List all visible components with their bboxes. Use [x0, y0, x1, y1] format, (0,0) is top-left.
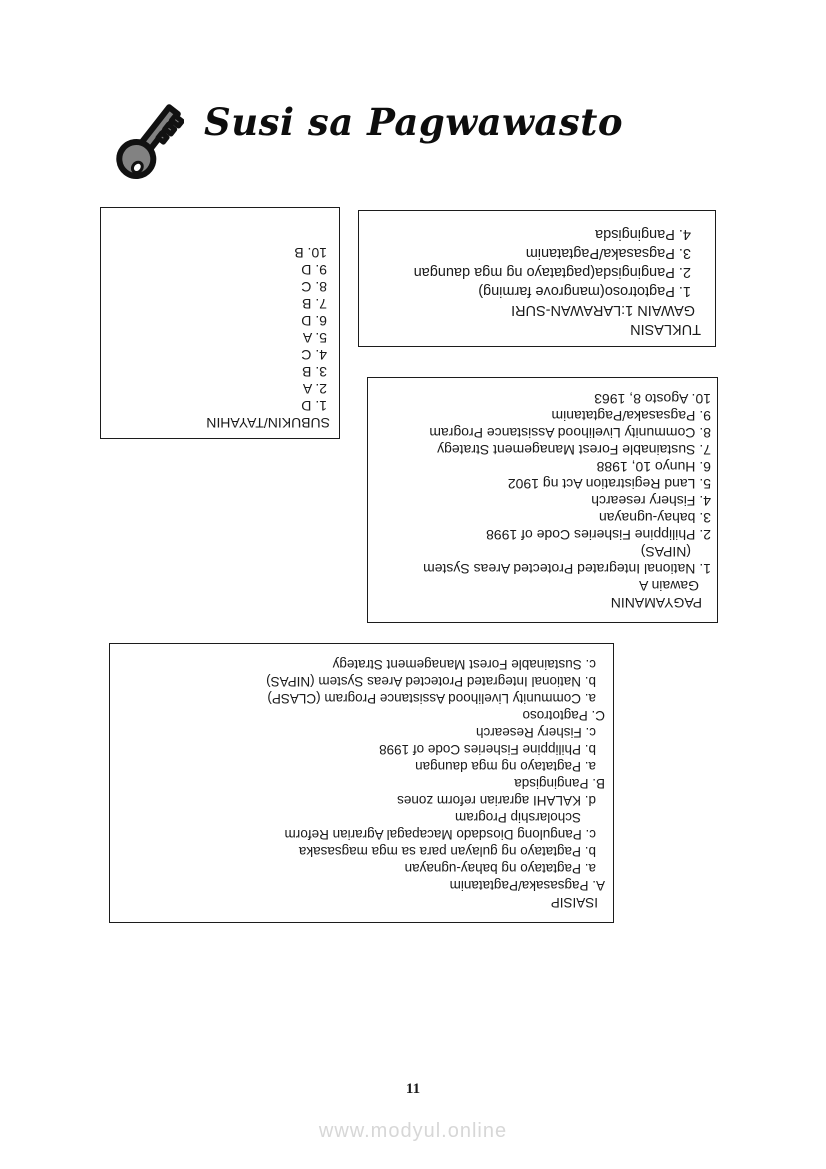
answer-line: C. Pagtotroso [522, 708, 605, 723]
answer-line: 4. Pangingisda [595, 226, 691, 242]
answer-box-pagyamanin [367, 377, 718, 623]
answer-line: (NIPAS) [640, 544, 691, 560]
answer-line: TUKLASIN [630, 321, 701, 337]
answer-line: 10. Agosto 8, 1963 [594, 391, 711, 407]
answer-line: 2. Philippine Fisheries Code of 1998 [486, 527, 711, 543]
answer-box-subukin-tayahin [100, 207, 340, 439]
answer-line: B. Pangingisda [514, 776, 605, 791]
answer-line: 8. C [301, 279, 327, 295]
answer-line: c. Fishery Research [475, 725, 596, 740]
answer-box-tuklasin [358, 210, 716, 347]
answer-line: GAWAIN 1:LARAWAN-SURI [511, 302, 695, 318]
watermark: www.modyul.online [318, 1120, 508, 1142]
answer-line: 10. B [294, 245, 327, 261]
answer-line: c. Sustainable Forest Management Strategy [332, 657, 596, 672]
rotated-answers-subukin-tayahin [101, 208, 339, 438]
answer-line: PAGYAMANIN [610, 595, 702, 611]
answer-line: b. Pagtatayo ng gulayan para sa mga magsasaka [298, 844, 596, 859]
answer-line: A. Pagsasaka/Pagtatanim [449, 878, 605, 893]
answer-line: 1. Pagtotroso(mangrove farming) [478, 283, 691, 299]
answer-line: c. Pangulong Diosdado Macapagal Agrarian Reform [284, 827, 596, 842]
answer-line: a. Pagtatayo ng mga daungan [415, 759, 596, 774]
answer-line: ISAISIP [550, 895, 598, 910]
answer-line: 1. D [301, 398, 327, 414]
answer-line: b. Philippine Fisheries Code of 1998 [379, 742, 596, 757]
rotated-answers-pagyamanin [368, 378, 717, 622]
answer-line: 5. Land Registration Act ng 1902 [507, 476, 711, 492]
answer-line: 3. B [302, 364, 327, 380]
answer-line: 2. A [302, 381, 327, 397]
page-title: Susi sa Pagwawasto [204, 100, 623, 144]
answer-line: 9. Pagsasaka/Pagtatanim [551, 408, 711, 424]
answer-line: Scholarship Program [454, 810, 581, 825]
answer-line: SUBUKIN/TAYAHIN [206, 415, 330, 431]
answer-line: 1. National Integrated Protected Areas System [423, 561, 711, 577]
answer-line: d. KALAHI agrarian reform zones [397, 793, 596, 808]
answer-line: 4. Fishery research [591, 493, 711, 509]
answer-line: 6. D [301, 313, 327, 329]
answer-line: 3. bahay-ugnayan [598, 510, 711, 526]
answer-line: 7. Sustainable Forest Management Strategy [437, 442, 711, 458]
rotated-answers-tuklasin [359, 211, 715, 346]
answer-line: 9. D [301, 262, 327, 278]
answer-line: b. National Integrated Protected Areas System (NIPAS) [266, 674, 596, 689]
answer-line: 4. C [301, 347, 327, 363]
key-icon [112, 96, 184, 191]
answer-line: 6. Hunyo 10, 1988 [596, 459, 711, 475]
answer-line: a. Community Livelihood Assistance Program (CLASP) [267, 691, 596, 706]
answer-line: 8. Community Livelihood Assistance Program [429, 425, 711, 441]
answer-line: Gawain A [639, 578, 699, 594]
answer-line: 3. Pagsasaka/Pagtatanim [525, 245, 691, 261]
answer-box-isaisip [109, 643, 614, 923]
answer-line: 2. Pangingisda(pagtatayo ng mga daungan [413, 264, 691, 280]
page-number: 11 [405, 1081, 421, 1097]
answer-line: a. Pagtatayo ng bahay-ugnayan [404, 861, 596, 876]
rotated-answers-isaisip [110, 644, 613, 922]
answer-line: 7. B [302, 296, 327, 312]
answer-line: 5. A [302, 330, 327, 346]
